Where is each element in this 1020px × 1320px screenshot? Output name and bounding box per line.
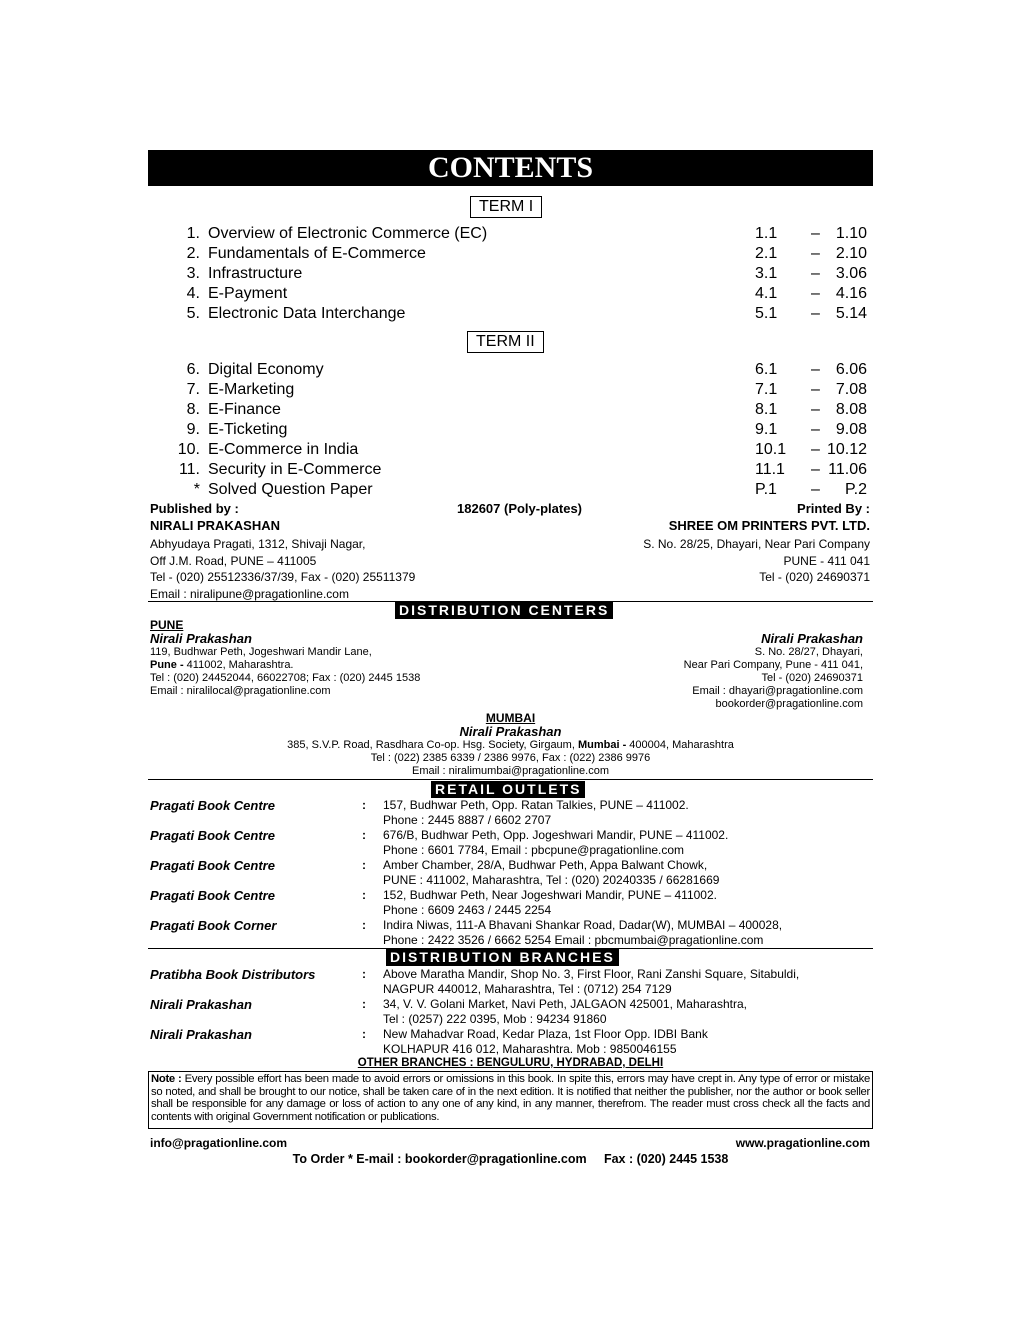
range-dash: – bbox=[811, 305, 820, 322]
note-label: Note : bbox=[151, 1073, 182, 1085]
toc-entry[interactable] bbox=[160, 264, 872, 284]
outlet-name: Nirali Prakashan bbox=[150, 1027, 252, 1042]
chapter-number: 6. bbox=[186, 361, 200, 378]
outlet-address bbox=[383, 997, 747, 1027]
printer-address-2: PUNE - 411 041 bbox=[783, 554, 870, 568]
chapter-number: 8. bbox=[186, 401, 200, 418]
address-line-2: KOLHAPUR 416 012, Maharashtra. Mob : 9850046155 bbox=[383, 1042, 677, 1056]
pune-left-pin: 411002, Maharashtra. bbox=[183, 659, 294, 671]
end-page: 11.06 bbox=[828, 461, 867, 478]
outlet-address bbox=[383, 858, 719, 888]
mumbai-heading-text: MUMBAI bbox=[485, 711, 536, 725]
chapter-title: Solved Question Paper bbox=[208, 481, 373, 498]
pune-centre-left-name: Nirali Prakashan bbox=[150, 631, 252, 646]
chapter-title: E-Marketing bbox=[208, 381, 295, 398]
pune-left-line-4: Email : niralilocal@pragationline.com bbox=[150, 685, 331, 697]
separator: : bbox=[362, 967, 366, 981]
pune-centre-right-name: Nirali Prakashan bbox=[761, 631, 863, 646]
chapter-number: 3. bbox=[186, 265, 200, 282]
outlet-address bbox=[383, 888, 717, 918]
start-page: 2.1 bbox=[755, 245, 778, 262]
outlet-address bbox=[383, 798, 689, 828]
pune-heading: PUNE bbox=[150, 618, 184, 632]
mumbai-centre-name: Nirali Prakashan bbox=[459, 724, 562, 739]
address-line-1: Amber Chamber, 28/A, Budhwar Peth, Appa Balwant Chowk, bbox=[383, 858, 708, 872]
address-line-1: New Mahadvar Road, Kedar Plaza, 1st Floor Opp. IDBI Bank bbox=[383, 1027, 708, 1041]
printer-tel: Tel - (020) 24690371 bbox=[759, 570, 870, 584]
range-dash: – bbox=[811, 285, 820, 302]
end-page: 4.16 bbox=[835, 285, 867, 302]
start-page: 10.1 bbox=[755, 441, 787, 458]
chapter-number: 5. bbox=[186, 305, 200, 322]
address-line-1: 152, Budhwar Peth, Near Jogeshwari Mandir, PUNE – 411002. bbox=[383, 888, 717, 902]
chapter-number: * bbox=[193, 481, 200, 498]
publisher-address-2: Off J.M. Road, PUNE – 411005 bbox=[150, 554, 317, 568]
chapter-title: Fundamentals of E-Commerce bbox=[208, 245, 426, 262]
range-dash: – bbox=[811, 401, 820, 418]
mumbai-line-1 bbox=[148, 739, 873, 751]
outlet-address bbox=[383, 918, 782, 948]
address-line-1: 676/B, Budhwar Peth, Opp. Jogeshwari Mandir, PUNE – 411002. bbox=[383, 828, 729, 842]
separator: : bbox=[362, 798, 366, 812]
toc-entry[interactable] bbox=[160, 440, 872, 460]
chapter-number: 4. bbox=[186, 285, 200, 302]
mumbai-line-3: Email : niralimumbai@pragationline.com bbox=[411, 765, 610, 777]
outlet-address bbox=[383, 967, 799, 997]
end-page: 1.10 bbox=[835, 225, 867, 242]
contents-heading: CONTENTS bbox=[148, 150, 873, 186]
end-page: 7.08 bbox=[835, 381, 867, 398]
start-page: 4.1 bbox=[755, 285, 778, 302]
outlet-name: Pragati Book Centre bbox=[150, 888, 275, 903]
outlet-name: Pragati Book Corner bbox=[150, 918, 277, 933]
chapter-title: Infrastructure bbox=[208, 265, 303, 282]
outlet-name: Pragati Book Centre bbox=[150, 858, 275, 873]
range-dash: – bbox=[811, 381, 820, 398]
chapter-title: Overview of Electronic Commerce (EC) bbox=[208, 225, 488, 242]
address-line-2: Phone : 6609 2463 / 2445 2254 bbox=[383, 903, 552, 917]
pune-right-line-4: Email : dhayari@pragationline.com bbox=[692, 685, 863, 697]
printer-address-1: S. No. 28/25, Dhayari, Near Pari Company bbox=[643, 537, 870, 551]
toc-entry[interactable] bbox=[160, 224, 872, 244]
outlet-name: Pratibha Book Distributors bbox=[150, 967, 316, 982]
toc-entry[interactable] bbox=[160, 304, 872, 324]
separator: : bbox=[362, 997, 366, 1011]
start-page: 6.1 bbox=[755, 361, 778, 378]
publisher-address-1: Abhyudaya Pragati, 1312, Shivaji Nagar, bbox=[150, 537, 366, 551]
outlet-address bbox=[383, 828, 728, 858]
range-dash: – bbox=[811, 441, 820, 458]
mumbai-label: Mumbai - bbox=[577, 739, 627, 751]
outlet-name: Pragati Book Centre bbox=[150, 828, 275, 843]
mumbai-pin: 400004, Maharashtra bbox=[626, 739, 734, 751]
chapter-title: E-Commerce in India bbox=[208, 441, 359, 458]
range-dash: – bbox=[811, 421, 820, 438]
end-page: 8.08 bbox=[835, 401, 867, 418]
toc-entry[interactable] bbox=[160, 244, 872, 264]
retail-outlets-heading: RETAIL OUTLETS bbox=[431, 781, 585, 798]
chapter-title: Security in E-Commerce bbox=[208, 461, 382, 478]
published-by-label: Published by : bbox=[150, 501, 239, 516]
end-page: 10.12 bbox=[826, 441, 867, 458]
printed-by-label: Printed By : bbox=[797, 501, 870, 516]
separator: : bbox=[362, 918, 366, 932]
pune-left-line-2 bbox=[150, 659, 294, 671]
pune-left-line-3: Tel : (020) 24452044, 66022708; Fax : (020) 2445 1538 bbox=[150, 672, 421, 684]
chapter-title: Electronic Data Interchange bbox=[208, 305, 406, 322]
end-page: 3.06 bbox=[835, 265, 867, 282]
pune-right-line-5: bookorder@pragationline.com bbox=[715, 698, 863, 710]
pune-right-line-2: Near Pari Company, Pune - 411 041, bbox=[683, 659, 863, 671]
chapter-number: 9. bbox=[186, 421, 200, 438]
range-dash: – bbox=[811, 461, 820, 478]
start-page: 1.1 bbox=[755, 225, 778, 242]
mumbai-line-2: Tel : (022) 2385 6339 / 2386 9976, Fax : (022) 2386 9976 bbox=[370, 752, 651, 764]
pune-label: Pune - bbox=[150, 659, 184, 671]
range-dash: – bbox=[811, 361, 820, 378]
term-2-label: TERM II bbox=[467, 331, 544, 353]
toc-entry[interactable] bbox=[160, 460, 872, 480]
start-page: 3.1 bbox=[755, 265, 778, 282]
address-line-1: Above Maratha Mandir, Shop No. 3, First Floor, Rani Zanshi Square, Sitabuldi, bbox=[383, 967, 800, 981]
separator: : bbox=[362, 858, 366, 872]
address-line-2: Phone : 2422 3526 / 6662 5254 Email : pbcmumbai@pragationline.com bbox=[383, 933, 764, 947]
other-branches bbox=[148, 1057, 873, 1069]
chapter-number: 2. bbox=[186, 245, 200, 262]
chapter-title: E-Payment bbox=[208, 285, 288, 302]
end-page: 5.14 bbox=[835, 305, 867, 322]
toc-entry[interactable] bbox=[160, 380, 872, 400]
start-page: 5.1 bbox=[755, 305, 778, 322]
chapter-number: 7. bbox=[186, 381, 200, 398]
outlet-name: Nirali Prakashan bbox=[150, 997, 252, 1012]
chapter-number: 1. bbox=[186, 225, 200, 242]
pune-left-line-1: 119, Budhwar Peth, Jogeshwari Mandir Lane, bbox=[150, 646, 372, 658]
address-line-2: Phone : 6601 7784, Email : pbcpune@pragationline.com bbox=[383, 843, 685, 857]
mumbai-address: 385, S.V.P. Road, Rasdhara Co-op. Hsg. Society, Girgaum, bbox=[287, 739, 578, 751]
toc-entry[interactable] bbox=[160, 360, 872, 380]
start-page: P.1 bbox=[755, 481, 777, 498]
start-page: 8.1 bbox=[755, 401, 778, 418]
address-line-2: Phone : 2445 8887 / 6602 2707 bbox=[383, 813, 552, 827]
publisher-email: Email : niralipune@pragationline.com bbox=[150, 587, 349, 601]
address-line-2: NAGPUR 440012, Maharashtra, Tel : (0712) 254 7129 bbox=[383, 982, 672, 996]
start-page: 9.1 bbox=[755, 421, 778, 438]
toc-entry[interactable] bbox=[160, 480, 872, 500]
term-1-label: TERM I bbox=[470, 196, 542, 218]
end-page: 2.10 bbox=[835, 245, 867, 262]
publisher-name: NIRALI PRAKASHAN bbox=[150, 518, 280, 533]
outlet-address bbox=[383, 1027, 708, 1057]
toc-entry[interactable] bbox=[160, 420, 872, 440]
chapter-number: 11. bbox=[178, 461, 200, 478]
range-dash: – bbox=[811, 265, 820, 282]
address-line-2: PUNE : 411002, Maharashtra, Tel : (020) 20240335 / 66281669 bbox=[383, 873, 720, 887]
toc-entry[interactable] bbox=[160, 400, 872, 420]
footer-email[interactable]: info@pragationline.com bbox=[150, 1136, 288, 1150]
range-dash: – bbox=[811, 245, 820, 262]
end-page: 9.08 bbox=[835, 421, 867, 438]
note-text: Every possible effort has been made to avoid errors or omissions in this book. In spite this, errors may have crept in. Any type of error or mistake so noted, and shall be brought to our notice, shall be taken care of in the next edition. It is notified that neither the publisher, nor the author or book seller shall be responsible for any damage or loss of action to any one of any kind, in any manner, therefrom. The reader must cross check all the facts and contents with original Government notification or publications. bbox=[151, 1073, 870, 1123]
pune-right-line-3: Tel - (020) 24690371 bbox=[761, 672, 863, 684]
distribution-branches-heading: DISTRIBUTION BRANCHES bbox=[386, 949, 619, 966]
divider bbox=[148, 779, 873, 780]
address-line-1: Indira Niwas, 111-A Bhavani Shankar Road, Dadar(W), MUMBAI – 400028, bbox=[383, 918, 783, 932]
range-dash: – bbox=[811, 481, 820, 498]
footer-order-info: To Order * E-mail : bookorder@pragationline.com Fax : (020) 2445 1538 bbox=[292, 1152, 729, 1166]
chapter-title: E-Ticketing bbox=[208, 421, 288, 438]
publisher-tel: Tel - (020) 25512336/37/39, Fax - (020) 25511379 bbox=[150, 570, 416, 584]
toc-entry[interactable] bbox=[160, 284, 872, 304]
start-page: 7.1 bbox=[755, 381, 778, 398]
printer-name: SHREE OM PRINTERS PVT. LTD. bbox=[668, 518, 870, 533]
address-line-1: 157, Budhwar Peth, Opp. Ratan Talkies, PUNE – 411002. bbox=[383, 798, 689, 812]
disclaimer-note bbox=[148, 1071, 873, 1129]
end-page: P.2 bbox=[845, 481, 867, 498]
footer-website[interactable]: www.pragationline.com bbox=[735, 1136, 870, 1150]
other-branches-text: OTHER BRANCHES : BENGULURU, HYDRABAD, DELHI bbox=[357, 1057, 664, 1069]
start-page: 11.1 bbox=[755, 461, 785, 478]
distribution-centers-heading: DISTRIBUTION CENTERS bbox=[395, 602, 613, 619]
mumbai-heading bbox=[148, 711, 873, 725]
separator: : bbox=[362, 888, 366, 902]
chapter-number: 10. bbox=[177, 441, 200, 458]
address-line-2: Tel : (0257) 222 0395, Mob : 94234 91860 bbox=[383, 1012, 607, 1026]
pune-right-line-1: S. No. 28/27, Dhayari, bbox=[754, 646, 863, 658]
range-dash: – bbox=[811, 225, 820, 242]
plates-number: 182607 (Poly-plates) bbox=[457, 501, 583, 516]
address-line-1: 34, V. V. Golani Market, Navi Peth, JALGAON 425001, Maharashtra, bbox=[383, 997, 747, 1011]
outlet-name: Pragati Book Centre bbox=[150, 798, 275, 813]
chapter-title: E-Finance bbox=[208, 401, 281, 418]
chapter-title: Digital Economy bbox=[208, 361, 324, 378]
separator: : bbox=[362, 828, 366, 842]
separator: : bbox=[362, 1027, 366, 1041]
end-page: 6.06 bbox=[835, 361, 867, 378]
